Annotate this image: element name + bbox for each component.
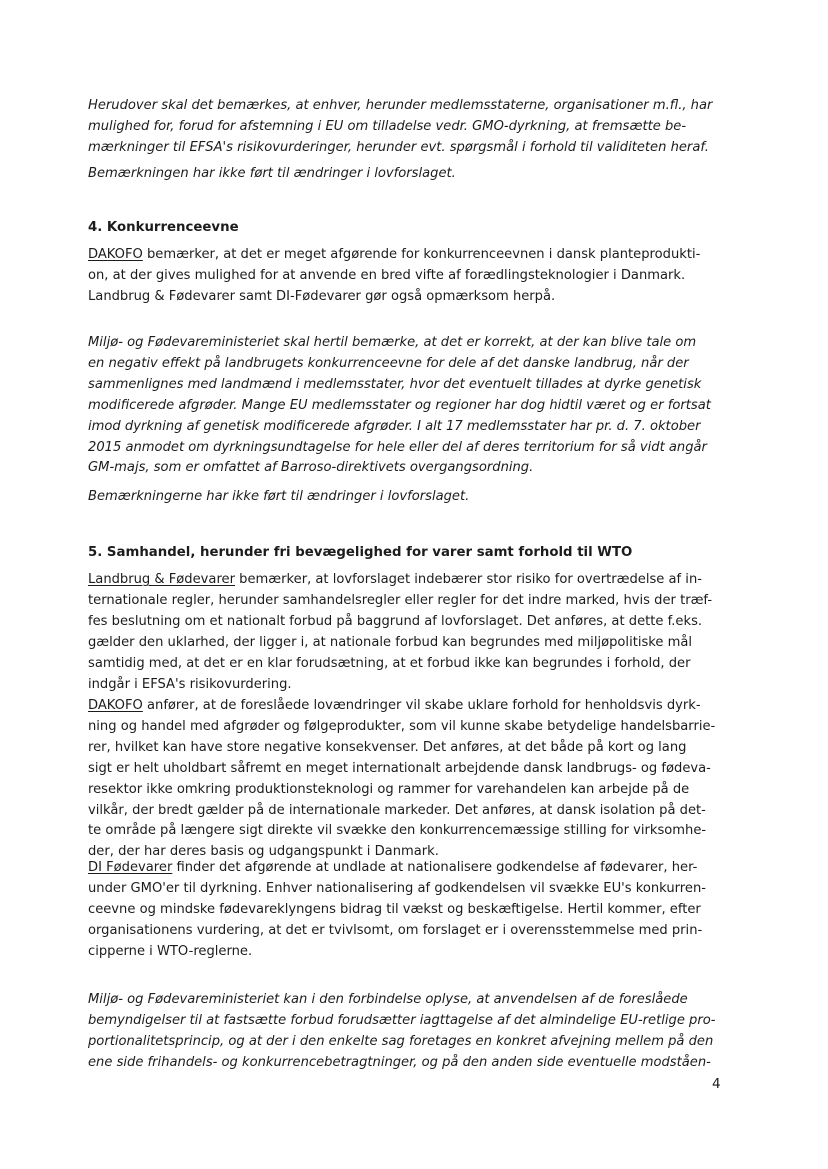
text-line [88,487,748,508]
text-line-content: organisationens vurdering, at det er tvivlsomt, om forslaget er i overensstemmelse med prin- [88,922,703,938]
text-line-content: ning og handel med afgrøder og følgeprodukter, som vil kunne skabe betydelige handelsbarrie- [88,718,716,734]
text-line [88,654,748,675]
text-line-content: ternationale regler, herunder samhandelsregler eller regler for det indre marked, hvis der træf- [88,592,713,608]
text-line [88,1032,748,1053]
text-line-content: GM-majs, som er omfattet af Barroso-direktivets overgangsordning. [88,460,534,476]
text-line [88,543,748,564]
page-number: 4 [712,1076,721,1092]
text-line [88,96,748,117]
text-line-content: modificerede afgrøder. Mange EU medlemsstater og regioner har dog hidtil været og er fortsat [88,397,711,413]
text-line-content: rer, hvilket kan have store negative konsekvenser. Det anføres, at det både på kort og lang [88,739,687,755]
text-line [88,879,748,900]
text-line-content: bemærker, at det er meget afgørende for konkurrenceevnen i dansk planteprodukti- [142,247,701,262]
text-line-content: anfører, at de foreslåede lovændringer vil skabe uklare forhold for henholdsvis dyrk- [142,698,701,713]
text-line-content: vilkår, der bredt gælder på de internationale markeder. Det anføres, at dansk isolation på det- [88,802,706,818]
paragraph-di-foedevarer [88,858,748,963]
text-line [88,942,748,963]
text-line-content: bemærker, at lovforslaget indebærer stor risiko for overtrædelse af in- [235,572,702,587]
paragraph-ministry-response-2 [88,990,748,1074]
text-line [88,245,748,266]
paragraph-intro-note [88,164,748,185]
text-line [88,266,748,287]
text-line-content: mærkninger til EFSA's risikovurderinger, herunder evt. spørgsmål i forhold til validiteten heraf. [88,139,709,155]
text-line [88,138,748,159]
text-line-content: cipperne i WTO-reglerne. [88,943,253,959]
heading-section-5 [88,543,748,564]
text-line [88,591,748,612]
text-line [88,375,748,396]
text-line [88,1011,748,1032]
text-line [88,354,748,375]
text-line-content: gælder den uklarhed, der ligger i, at nationale forbud kan begrundes med miljøpolitiske mål [88,634,693,650]
text-line-content: sammenlignes med landmænd i medlemsstater, hvor det eventuelt tillades at dyrke genetisk [88,376,702,392]
text-line-content: ene side frihandels- og konkurrencebetragtninger, og på den anden side eventuelle modståen- [88,1054,711,1070]
text-line [88,675,748,696]
text-line-content: finder det afgørende at undlade at nationalisere godkendelse af fødevarer, her- [172,860,698,875]
text-line-content: imod dyrkning af genetisk modificerede afgrøder. I alt 17 medlemsstater har pr. d. 7. oktober [88,418,701,434]
text-line [88,900,748,921]
text-line [88,458,748,479]
text-line-content: Landbrug & Fødevarer samt DI-Fødevarer gør også opmærksom herpå. [88,288,556,304]
text-line [88,570,748,591]
text-line-content: Miljø- og Fødevareministeriet kan i den forbindelse oplyse, at anvendelsen af de foreslåede [88,992,688,1007]
text-line [88,921,748,942]
text-line-content: resektor ikke omkring produktionsteknologi og rammer for varehandelen kan arbejde på de [88,781,690,797]
text-line-content: sigt er helt uholdbart såfremt en meget internationalt arbejdende dansk landbrugs- og fødeva- [88,760,711,776]
text-line [88,821,748,842]
text-line [88,287,748,308]
text-line [88,1053,748,1074]
text-line [88,218,748,239]
paragraph-dakofo-trade [88,696,748,863]
text-line [88,438,748,459]
text-line [88,633,748,654]
text-line-content: en negativ effekt på landbrugets konkurrenceevne for dele af det danske landbrug, når der [88,355,689,371]
text-line-content: Bemærkningerne har ikke ført til ændringer i lovforslaget. [88,489,470,504]
text-line-content: Bemærkningen har ikke ført til ændringer i lovforslaget. [88,166,456,181]
text-line-content: Herudover skal det bemærkes, at enhver, herunder medlemsstaterne, organisationer m.fl., har [88,98,713,113]
text-line [88,417,748,438]
text-line [88,612,748,633]
text-line-content: Miljø- og Fødevareministeriet skal hertil bemærke, at det er korrekt, at der kan blive tale om [88,335,697,350]
organisation-name: Landbrug & Fødevarer [88,572,235,587]
text-line-content: 5. Samhandel, herunder fri bevægelighed for varer samt forhold til WTO [88,545,633,560]
text-line [88,696,748,717]
heading-section-4 [88,218,748,239]
text-line [88,858,748,879]
text-line [88,990,748,1011]
text-line-content: samtidig med, at det er en klar forudsætning, at et forbud ikke kan begrundes i forhold, der [88,655,691,671]
text-line [88,759,748,780]
organisation-name: DAKOFO [88,247,143,262]
paragraph-landbrug-foedevarer [88,570,748,695]
text-line [88,738,748,759]
text-line [88,164,748,185]
organisation-name: DAKOFO [88,698,143,713]
text-line-content: portionalitetsprincip, og at der i den enkelte sag foretages en konkret afvejning mellem på den [88,1033,714,1049]
text-line [88,333,748,354]
text-line-content: mulighed for, forud for afstemning i EU om tilladelse vedr. GMO-dyrkning, at fremsætte be- [88,118,687,134]
text-line [88,717,748,738]
text-line [88,117,748,138]
text-line-content: te område på længere sigt direkte vil svække den konkurrencemæssige stilling for virksomhe- [88,823,707,839]
paragraph-ministry-response-1-note [88,487,748,508]
paragraph-ministry-response-1 [88,333,748,479]
organisation-name: DI Fødevarer [88,860,173,875]
text-line-content: on, at der gives mulighed for at anvende en bred vifte af forædlingsteknologier i Danmark. [88,267,686,283]
paragraph-dakofo-competitiveness [88,245,748,308]
text-line-content: 2015 anmodet om dyrkningsundtagelse for hele eller del af deres territorium for så vidt angår [88,439,707,455]
text-line-content: indgår i EFSA's risikovurdering. [88,676,292,692]
text-line-content: der, der har deres basis og udgangspunkt i Danmark. [88,844,439,860]
paragraph-intro [88,96,748,159]
text-line-content: ceevne og mindske fødevareklyngens bidrag til vækst og beskæftigelse. Hertil kommer, efter [88,901,701,917]
text-line-content: under GMO'er til dyrkning. Enhver nationalisering af godkendelsen vil svække EU's konkurren- [88,880,706,896]
text-line-content: fes beslutning om et nationalt forbud på baggrund af lovforslaget. Det anføres, at dette f.eks. [88,613,703,629]
text-line [88,801,748,822]
text-line-content: bemyndigelser til at fastsætte forbud forudsætter iagttagelse af det almindelige EU-retlige pro- [88,1012,716,1028]
text-line [88,396,748,417]
text-line-content: 4. Konkurrenceevne [88,220,239,235]
text-line [88,780,748,801]
